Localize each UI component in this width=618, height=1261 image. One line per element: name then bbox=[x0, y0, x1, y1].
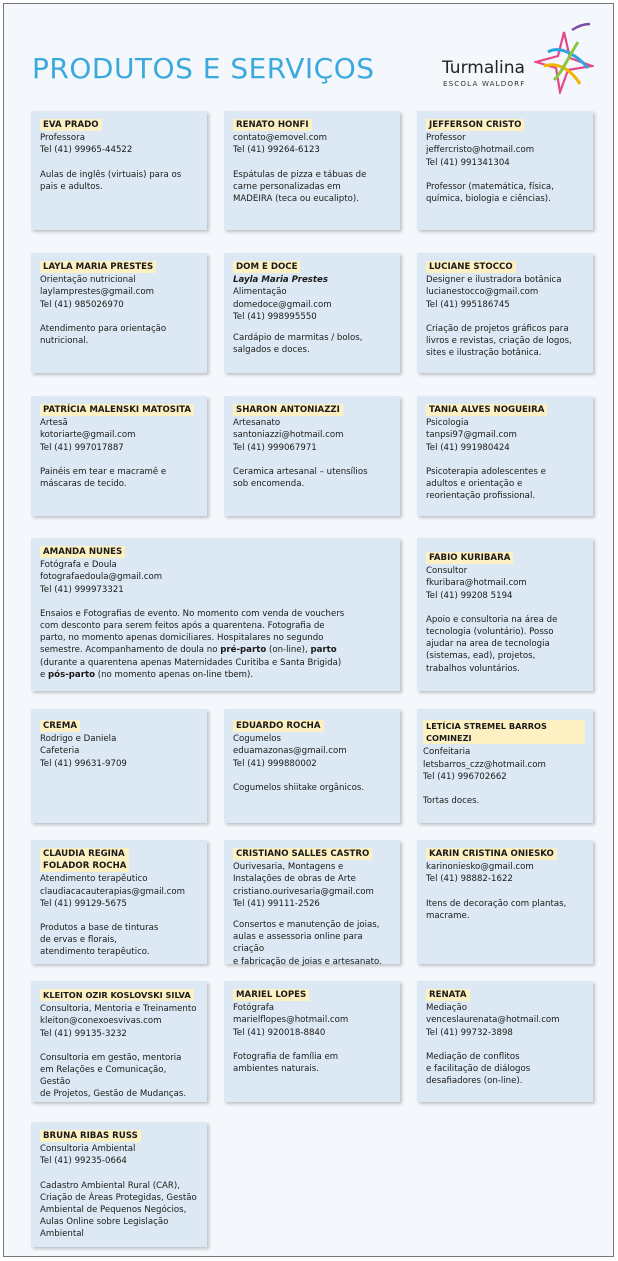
card-karin-cristina-onesko bbox=[417, 840, 593, 964]
logo-name: Turmalina bbox=[442, 58, 525, 78]
card-line: Tel (41) 999973321 bbox=[40, 584, 124, 595]
card-sharon-antoniazzi bbox=[224, 396, 400, 516]
card-bruna-ribas-russ bbox=[31, 1122, 207, 1247]
card-line: fkuribara@hotmail.com bbox=[426, 578, 527, 589]
card-mariel-lopes bbox=[224, 981, 400, 1102]
card-line: Tel (41) 996702662 bbox=[423, 771, 507, 782]
card-line: Tel (41) 997017887 bbox=[40, 442, 124, 453]
card-jefferson-cristo bbox=[417, 111, 593, 230]
card-name: EVA PRADO bbox=[40, 119, 102, 131]
card-layla-maria-prestes bbox=[31, 253, 207, 373]
card-description: Espátulas de pizza e tábuas de carne personalizadas em MADEIRA (teca ou eucalipto). bbox=[233, 169, 367, 205]
card-line: Mediação bbox=[426, 1003, 468, 1014]
card-leticia-stremel-barros-cominezi bbox=[417, 709, 593, 823]
card-name: TANIA ALVES NOGUEIRA bbox=[426, 404, 547, 416]
card-kleiton-ozir-koslovski-silva bbox=[31, 981, 207, 1102]
card-name: KLEITON OZIR KOSLOVSKI SILVA bbox=[40, 989, 194, 1001]
card-name: LUCIANE STOCCO bbox=[426, 261, 516, 273]
card-line: letsbarros_czz@hotmail.com bbox=[423, 759, 546, 770]
card-line: Professora bbox=[40, 133, 85, 144]
card-line: tanpsi97@gmail.com bbox=[426, 430, 517, 441]
logo-subtitle: ESCOLA WALDORF bbox=[443, 79, 526, 88]
card-description: Atendimento para orientação nutricional. bbox=[40, 323, 167, 347]
card-tania-alves-nogueira bbox=[417, 396, 593, 516]
card-line: Tel (41) 998995550 bbox=[233, 311, 317, 322]
card-line: Tel (41) 99111-2526 bbox=[233, 898, 320, 909]
card-line: Cafeteria bbox=[40, 746, 80, 757]
card-line: Instalações de obras de Arte bbox=[233, 874, 356, 885]
card-line: Confeitaria bbox=[423, 747, 471, 758]
card-line: Tel (41) 99235-0664 bbox=[40, 1156, 127, 1167]
card-line: contato@emovel.com bbox=[233, 133, 328, 144]
card-line: Alimentação bbox=[233, 287, 287, 298]
card-line: Tel (41) 991980424 bbox=[426, 442, 510, 453]
card-name: CREMA bbox=[40, 720, 80, 732]
card-eva-prado bbox=[31, 111, 207, 230]
card-description: Fotografia de família em ambientes naturais. bbox=[233, 1051, 339, 1075]
card-line: Consultoria, Mentoria e Treinamento bbox=[40, 1004, 197, 1015]
card-name: CRISTIANO SALLES CASTRO bbox=[233, 848, 372, 860]
card-crema bbox=[31, 709, 207, 823]
card-luciane-stocco bbox=[417, 253, 593, 373]
card-description: Criação de projetos gráficos para livros e revistas, criação de logos, sites e ilustração botânica. bbox=[426, 323, 572, 359]
card-line: Tel (41) 920018-8840 bbox=[233, 1027, 326, 1038]
card-name: BRUNA RIBAS RUSS bbox=[40, 1130, 141, 1142]
school-logo bbox=[438, 22, 598, 97]
card-renata bbox=[417, 981, 593, 1102]
card-name: AMANDA NUNES bbox=[40, 546, 125, 558]
card-line: Tel (41) 999067971 bbox=[233, 442, 317, 453]
card-amanda-nunes bbox=[31, 538, 400, 691]
card-eduardo-rocha bbox=[224, 709, 400, 823]
card-line: Tel (41) 98882-1622 bbox=[426, 874, 513, 885]
page-title: PRODUTOS E SERVIÇOS bbox=[32, 52, 375, 85]
card-name: SHARON ANTONIAZZI bbox=[233, 404, 343, 416]
card-description: Apoio e consultoria na área de tecnologia (voluntário). Posso ajudar na area de tecnologia (sistemas, ead), projetos, trabalhos voluntários. bbox=[426, 614, 558, 674]
card-description: Cardápio de marmitas / bolos, salgados e doces. bbox=[233, 333, 363, 356]
card-line: Tel (41) 985026970 bbox=[40, 299, 124, 310]
card-claudia-regina-folador-rocha bbox=[31, 840, 207, 964]
card-line: venceslaurenata@hotmail.com bbox=[426, 1015, 560, 1026]
card-description: Painéis em tear e macramê e máscaras de tecido. bbox=[40, 466, 167, 490]
card-line: Orientação nutricional bbox=[40, 275, 136, 286]
card-description: Cadastro Ambiental Rural (CAR), Criação de Áreas Protegidas, Gestão Ambiental de Pequenos Negócios, Aulas Online sobre Legislação Ambiental bbox=[40, 1180, 197, 1240]
card-name: LAYLA MARIA PRESTES bbox=[40, 261, 156, 273]
card-line: Professor bbox=[426, 133, 466, 144]
card-line: Consultor bbox=[426, 566, 468, 577]
flyer-page bbox=[3, 3, 614, 1257]
card-line: Psicologia bbox=[426, 418, 469, 429]
card-line: Tel (41) 991341304 bbox=[426, 157, 510, 168]
card-line: cristiano.ourivesaria@gmail.com bbox=[233, 886, 374, 897]
card-name: RENATO HONFI bbox=[233, 119, 312, 131]
card-contact-name: Layla Maria Prestes bbox=[233, 275, 328, 286]
card-line: Tel (41) 99965-44522 bbox=[40, 145, 133, 156]
card-name: KARIN CRISTINA ONIESKO bbox=[426, 848, 557, 860]
card-description: Consertos e manutenção de joias, aulas e assessoria online para criação e fabricação de joias e artesanato. bbox=[233, 920, 382, 967]
card-name: RENATA bbox=[426, 989, 470, 1001]
card-line: Tel (41) 99129-5675 bbox=[40, 898, 127, 909]
card-description: Tortas doces. bbox=[423, 796, 480, 807]
card-line: jeffercristo@hotmail.com bbox=[426, 145, 535, 156]
card-description: Cogumelos shiitake orgânicos. bbox=[233, 782, 365, 793]
card-name: PATRÍCIA MALENSKI MATOSITA bbox=[40, 404, 194, 416]
card-line: Tel (41) 99631-9709 bbox=[40, 758, 127, 769]
card-fabio-kuribara bbox=[417, 538, 593, 691]
card-line: laylamprestes@gmail.com bbox=[40, 287, 155, 298]
card-description: Consultoria em gestão, mentoria em Relações e Comunicação, Gestão de Projetos, Gestão de Mudanças. bbox=[40, 1052, 187, 1100]
card-line: lucianestocco@gmail.com bbox=[426, 287, 539, 298]
card-description: Professor (matemática, física, química, biologia e ciências). bbox=[426, 181, 554, 205]
card-line: Rodrigo e Daniela bbox=[40, 734, 117, 745]
card-line: kotoriarte@gmail.com bbox=[40, 430, 136, 441]
card-line: Tel (41) 99264-6123 bbox=[233, 145, 320, 156]
card-line: Artesã bbox=[40, 418, 68, 429]
card-renato-honfi bbox=[224, 111, 400, 230]
card-description: Psicoterapia adolescentes e adultos e orientação e reorientação profissional. bbox=[426, 466, 546, 502]
card-line: Consultoria Ambiental bbox=[40, 1144, 136, 1155]
card-line: Tel (41) 999880002 bbox=[233, 758, 317, 769]
card-name: MARIEL LOPES bbox=[233, 989, 309, 1001]
card-line: Tel (41) 99135-3232 bbox=[40, 1028, 127, 1039]
card-description: Aulas de inglês (virtuais) para os pais e adultos. bbox=[40, 169, 182, 192]
card-description: Produtos a base de tinturas de ervas e florais, atendimento terapêutico. bbox=[40, 923, 159, 958]
card-line: Fotógrafa bbox=[233, 1003, 275, 1014]
card-name: LETÍCIA STREMEL BARROS COMINEZI bbox=[423, 720, 585, 744]
card-line: marielflopes@hotmail.com bbox=[233, 1015, 349, 1026]
card-line: santoniazzi@hotmail.com bbox=[233, 430, 344, 441]
card-line: karinoniesko@gmail.com bbox=[426, 862, 534, 873]
card-line: domedoce@gmail.com bbox=[233, 299, 332, 310]
card-line: claudiacacauterapias@gmail.com bbox=[40, 886, 185, 897]
card-line: Cogumelos bbox=[233, 734, 281, 745]
card-line: Tel (41) 99732-3898 bbox=[426, 1027, 513, 1038]
card-line: Fotógrafa e Doula bbox=[40, 560, 117, 571]
card-line: Tel (41) 99208 5194 bbox=[426, 590, 513, 601]
card-line: Designer e ilustradora botânica bbox=[426, 275, 562, 286]
card-description: Ensaios e Fotografias de evento. No momento com venda de vouchers com desconto para serem feitos após a quarentena. Fotografia de parto, no momento apenas domiciliares. Hospitalares no segundo semestre. Acompanhamento de doula no pré-parto (on-line), parto (durante a quarentena apenas Maternidades Curitiba e Santa Brigida) e pós-parto (no momento apenas on-line tbem). bbox=[40, 608, 345, 680]
card-description: Ceramica artesanal – utensílios sob encomenda. bbox=[233, 466, 368, 490]
card-line: eduamazonas@gmail.com bbox=[233, 746, 347, 757]
card-name: FABIO KURIBARA bbox=[426, 552, 513, 564]
card-line: Artesanato bbox=[233, 418, 281, 429]
card-line: Tel (41) 995186745 bbox=[426, 299, 510, 310]
card-name: DOM E DOCE bbox=[233, 261, 300, 273]
card-cristiano-salles-castro bbox=[224, 840, 400, 967]
card-description: Itens de decoração com plantas, macrame. bbox=[426, 898, 567, 921]
card-line: kleiton@conexoesvivas.com bbox=[40, 1016, 162, 1027]
card-line: Atendimento terapêutico bbox=[40, 874, 148, 885]
tourmaline-star-icon bbox=[534, 22, 594, 94]
card-description: Mediação de conflitos e facilitação de diálogos desafiadores (on-line). bbox=[426, 1051, 531, 1087]
card-name: EDUARDO ROCHA bbox=[233, 720, 324, 732]
card-name: CLAUDIA REGINA FOLADOR ROCHA bbox=[40, 848, 129, 872]
card-line: fotografaedoula@gmail.com bbox=[40, 572, 163, 583]
card-patricia-malenski-matosita bbox=[31, 396, 207, 516]
card-dom-e-doce bbox=[224, 253, 400, 373]
card-line: Ourivesaria, Montagens e bbox=[233, 862, 344, 873]
card-name: JEFFERSON CRISTO bbox=[426, 119, 524, 131]
